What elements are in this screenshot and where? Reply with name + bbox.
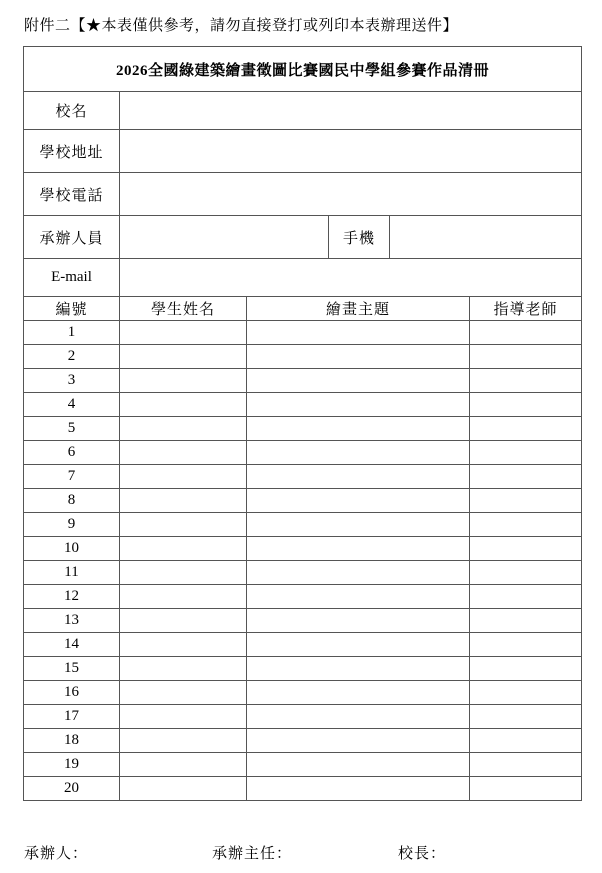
teacher-cell[interactable]: [470, 537, 582, 561]
staff-label: 承辦人員: [24, 216, 120, 259]
header-teacher: 指導老師: [470, 297, 582, 321]
teacher-cell[interactable]: [470, 465, 582, 489]
teacher-cell[interactable]: [470, 369, 582, 393]
school-address-label: 學校地址: [24, 130, 120, 173]
row-number: 11: [24, 561, 120, 585]
student-name-cell[interactable]: [120, 441, 247, 465]
header-number: 編號: [24, 297, 120, 321]
table-row: [24, 561, 582, 585]
teacher-cell[interactable]: [470, 393, 582, 417]
student-name-cell[interactable]: [120, 753, 247, 777]
teacher-cell[interactable]: [470, 729, 582, 753]
theme-cell[interactable]: [247, 681, 470, 705]
theme-cell[interactable]: [247, 441, 470, 465]
student-name-cell[interactable]: [120, 537, 247, 561]
row-number: 7: [24, 465, 120, 489]
theme-cell[interactable]: [247, 705, 470, 729]
mobile-field[interactable]: [390, 216, 582, 259]
student-name-cell[interactable]: [120, 369, 247, 393]
staff-field[interactable]: [120, 216, 329, 259]
table-row: [24, 537, 582, 561]
theme-cell[interactable]: [247, 537, 470, 561]
theme-cell[interactable]: [247, 393, 470, 417]
teacher-cell[interactable]: [470, 657, 582, 681]
row-number: 1: [24, 321, 120, 345]
student-name-cell[interactable]: [120, 561, 247, 585]
table-header-row: [24, 297, 582, 321]
attachment-note: 附件二【★本表僅供參考，請勿直接登打或列印本表辦理送件】: [24, 18, 459, 34]
row-number: 19: [24, 753, 120, 777]
theme-cell[interactable]: [247, 345, 470, 369]
table-row: [24, 753, 582, 777]
theme-cell[interactable]: [247, 753, 470, 777]
row-number: 14: [24, 633, 120, 657]
row-number: 17: [24, 705, 120, 729]
theme-cell[interactable]: [247, 489, 470, 513]
table-row: [24, 729, 582, 753]
student-name-cell[interactable]: [120, 657, 247, 681]
teacher-cell[interactable]: [470, 777, 582, 801]
theme-cell[interactable]: [247, 657, 470, 681]
school-phone-label: 學校電話: [24, 173, 120, 216]
row-number: 18: [24, 729, 120, 753]
teacher-cell[interactable]: [470, 681, 582, 705]
student-name-cell[interactable]: [120, 705, 247, 729]
student-name-cell[interactable]: [120, 633, 247, 657]
theme-cell[interactable]: [247, 465, 470, 489]
school-phone-field[interactable]: [120, 173, 582, 216]
teacher-cell[interactable]: [470, 513, 582, 537]
row-number: 20: [24, 777, 120, 801]
table-row: [24, 657, 582, 681]
row-number: 16: [24, 681, 120, 705]
form-title: 2026全國綠建築繪畫徵圖比賽國民中學組參賽作品清冊: [24, 47, 582, 92]
row-number: 10: [24, 537, 120, 561]
mobile-label: 手機: [329, 216, 390, 259]
student-name-cell[interactable]: [120, 681, 247, 705]
theme-cell[interactable]: [247, 777, 470, 801]
teacher-cell[interactable]: [470, 489, 582, 513]
table-row: [24, 489, 582, 513]
email-label: E-mail: [24, 259, 120, 297]
student-name-cell[interactable]: [120, 585, 247, 609]
theme-cell[interactable]: [247, 561, 470, 585]
theme-cell[interactable]: [247, 513, 470, 537]
row-number: 2: [24, 345, 120, 369]
teacher-cell[interactable]: [470, 441, 582, 465]
table-row: [24, 465, 582, 489]
theme-cell[interactable]: [247, 585, 470, 609]
school-address-field[interactable]: [120, 130, 582, 173]
table-row: [24, 585, 582, 609]
header-theme: 繪畫主題: [247, 297, 470, 321]
row-number: 13: [24, 609, 120, 633]
teacher-cell[interactable]: [470, 345, 582, 369]
student-name-cell[interactable]: [120, 513, 247, 537]
student-name-cell[interactable]: [120, 729, 247, 753]
student-name-cell[interactable]: [120, 321, 247, 345]
teacher-cell[interactable]: [470, 609, 582, 633]
teacher-cell[interactable]: [470, 561, 582, 585]
table-row: [24, 417, 582, 441]
theme-cell[interactable]: [247, 369, 470, 393]
theme-cell[interactable]: [247, 633, 470, 657]
row-number: 5: [24, 417, 120, 441]
teacher-cell[interactable]: [470, 321, 582, 345]
row-number: 4: [24, 393, 120, 417]
student-name-cell[interactable]: [120, 393, 247, 417]
handler-signature-label: 承辦人：: [24, 846, 89, 862]
table-row: [24, 705, 582, 729]
row-number: 8: [24, 489, 120, 513]
student-name-cell[interactable]: [120, 417, 247, 441]
row-number: 9: [24, 513, 120, 537]
table-row: [24, 321, 582, 345]
row-number: 6: [24, 441, 120, 465]
teacher-cell[interactable]: [470, 705, 582, 729]
student-name-cell[interactable]: [120, 465, 247, 489]
theme-cell[interactable]: [247, 321, 470, 345]
student-name-cell[interactable]: [120, 777, 247, 801]
theme-cell[interactable]: [247, 729, 470, 753]
table-row: [24, 633, 582, 657]
row-number: 12: [24, 585, 120, 609]
teacher-cell[interactable]: [470, 753, 582, 777]
entry-list-form: [23, 46, 582, 801]
table-row: [24, 513, 582, 537]
table-row: [24, 609, 582, 633]
header-student-name: 學生姓名: [120, 297, 247, 321]
table-row: [24, 681, 582, 705]
school-name-field[interactable]: [120, 92, 582, 130]
email-field[interactable]: [120, 259, 582, 297]
row-number: 3: [24, 369, 120, 393]
teacher-cell[interactable]: [470, 417, 582, 441]
table-row: [24, 441, 582, 465]
school-name-label: 校名: [24, 92, 120, 130]
student-name-cell[interactable]: [120, 609, 247, 633]
principal-signature-label: 校長：: [398, 846, 447, 862]
table-row: [24, 369, 582, 393]
table-row: [24, 777, 582, 801]
teacher-cell[interactable]: [470, 585, 582, 609]
teacher-cell[interactable]: [470, 633, 582, 657]
student-name-cell[interactable]: [120, 489, 247, 513]
theme-cell[interactable]: [247, 609, 470, 633]
supervisor-signature-label: 承辦主任：: [212, 846, 293, 862]
table-row: [24, 345, 582, 369]
theme-cell[interactable]: [247, 417, 470, 441]
row-number: 15: [24, 657, 120, 681]
student-name-cell[interactable]: [120, 345, 247, 369]
table-row: [24, 393, 582, 417]
